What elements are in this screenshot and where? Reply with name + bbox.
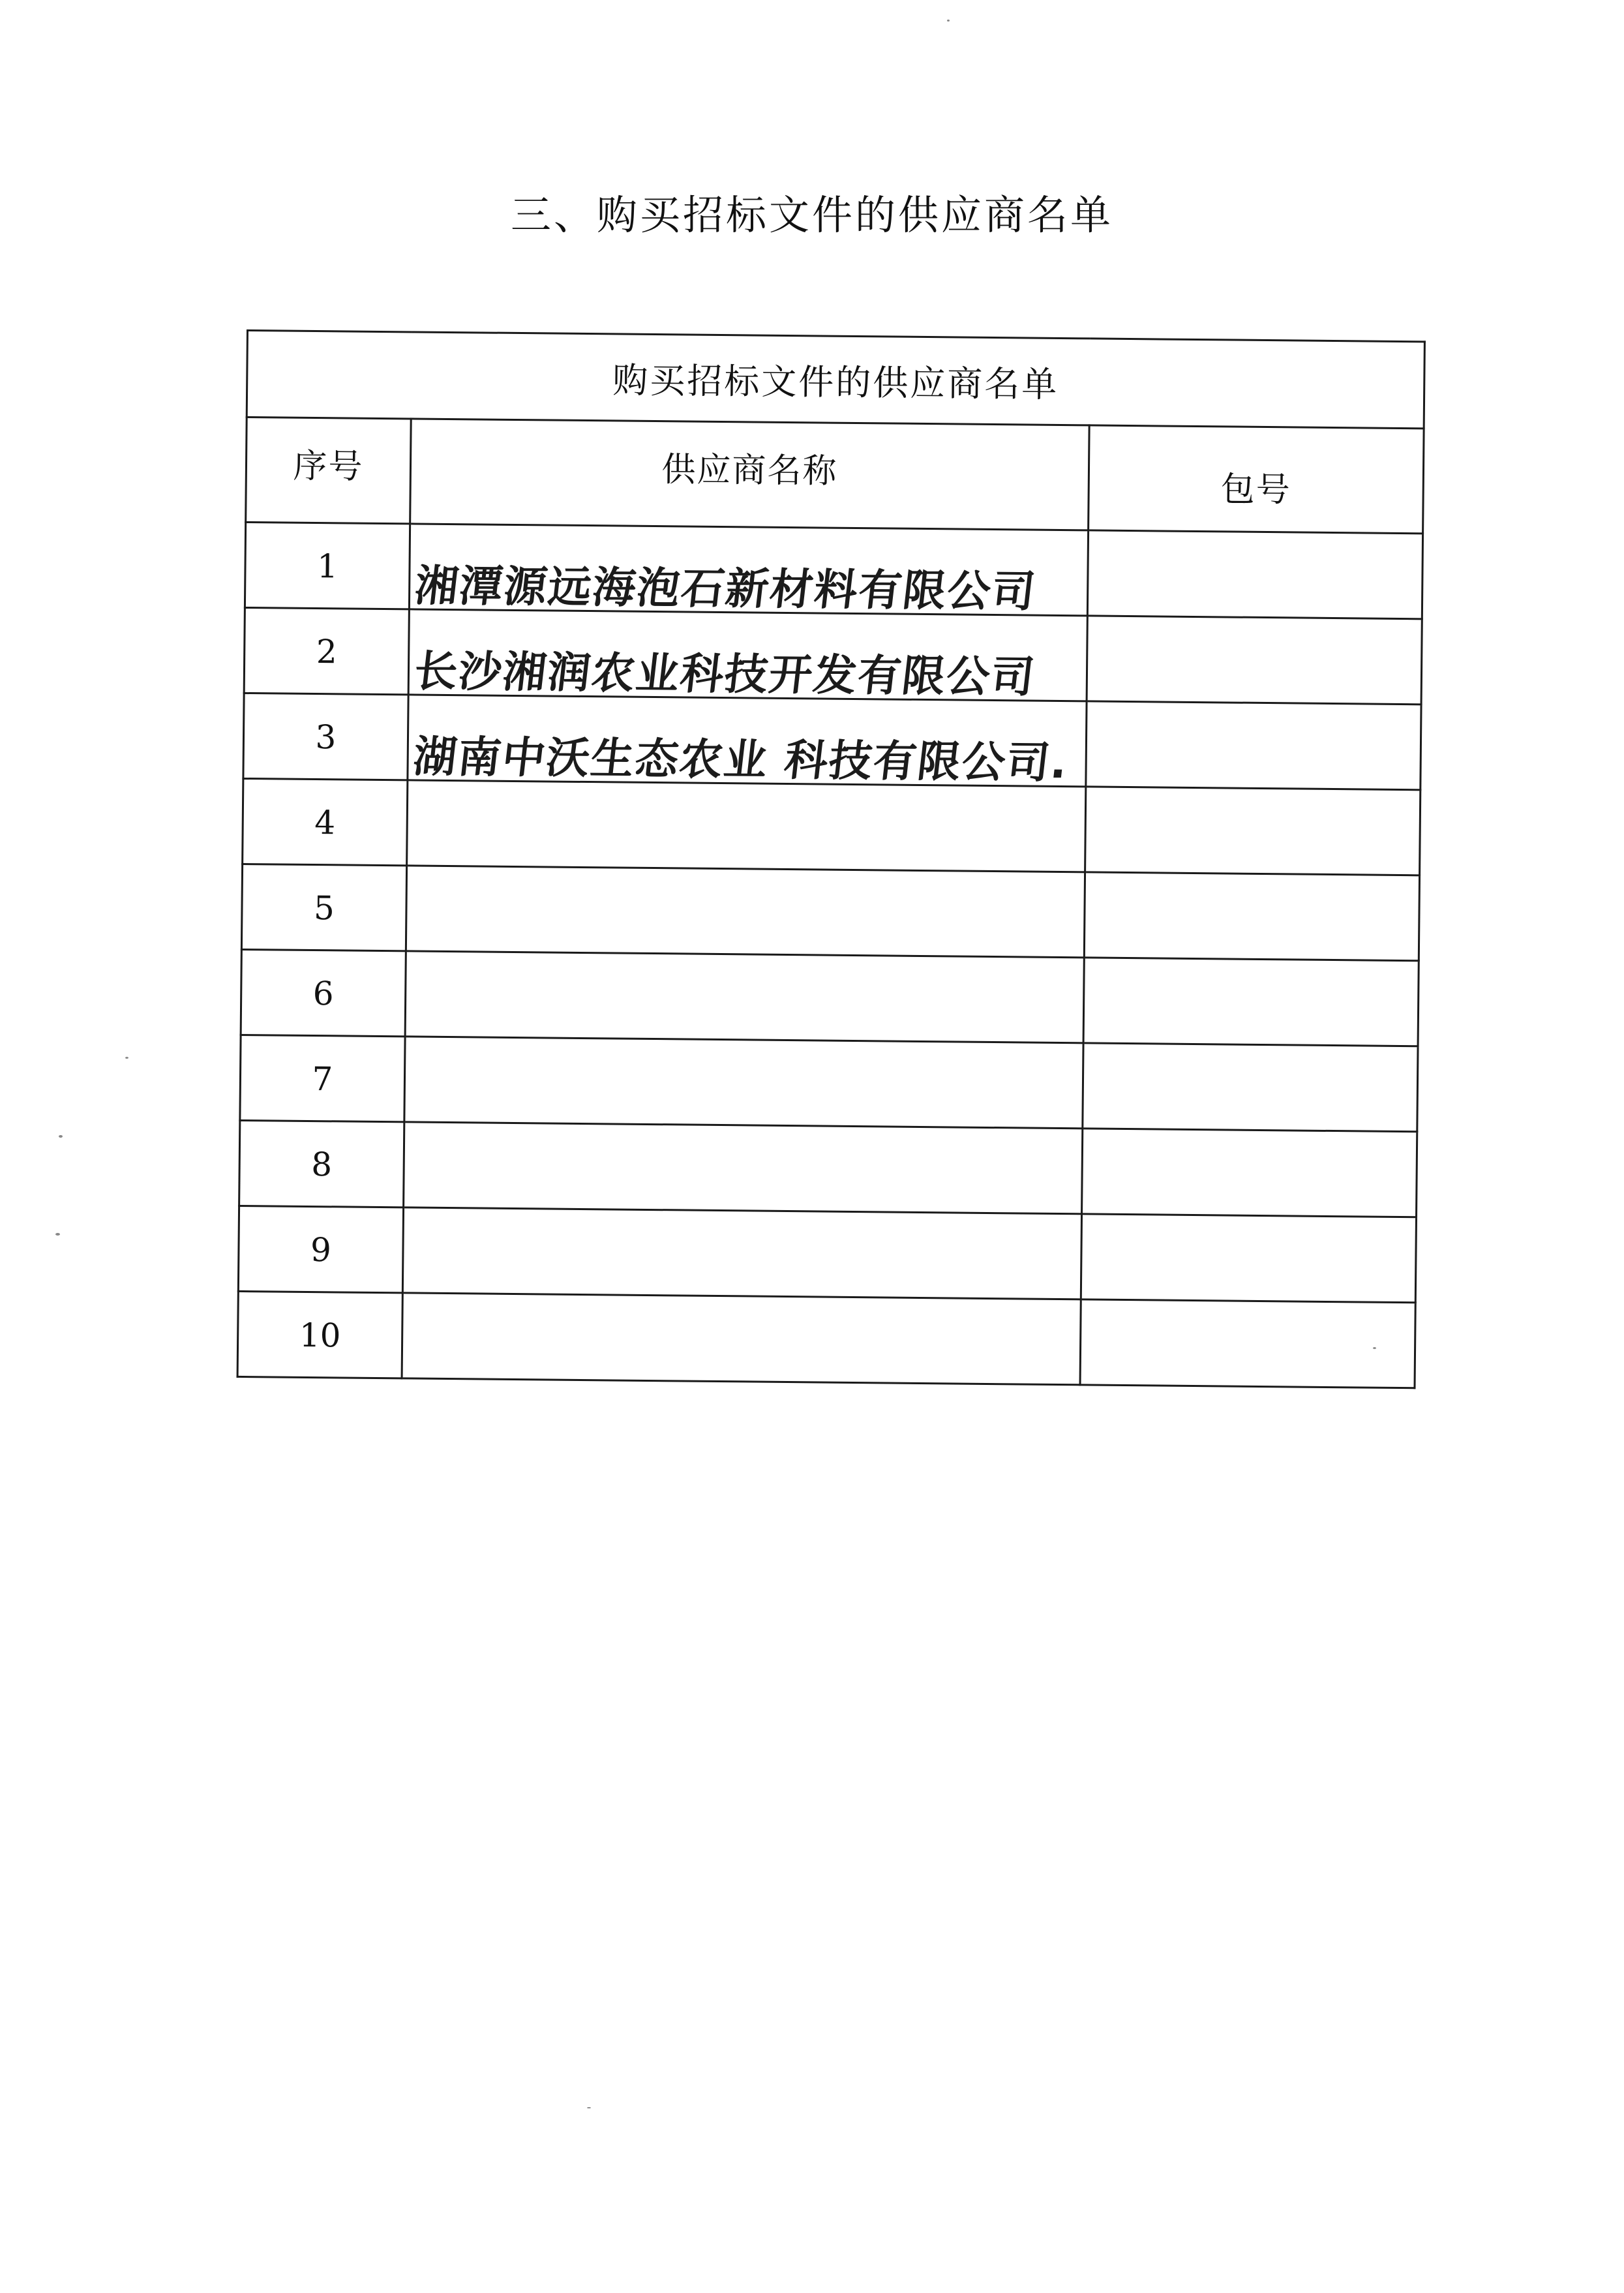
row-number: 3	[243, 693, 408, 780]
supplier-name-cell	[408, 609, 1087, 701]
scan-speck	[1373, 1347, 1376, 1349]
table-title-row	[247, 331, 1424, 429]
table-row	[243, 778, 1421, 875]
package-cell	[1083, 958, 1419, 1046]
table-row	[243, 693, 1421, 789]
header-supplier: 供应商名称	[410, 419, 1089, 530]
table-body	[237, 523, 1422, 1388]
scan-speck	[947, 20, 950, 22]
table-row	[245, 523, 1422, 619]
package-cell	[1081, 1214, 1416, 1303]
supplier-table	[237, 329, 1426, 1389]
table-row	[241, 949, 1419, 1046]
table-row	[241, 864, 1419, 960]
row-number: 7	[240, 1035, 405, 1121]
package-cell	[1086, 701, 1421, 790]
row-number: 5	[241, 864, 406, 950]
table-row	[238, 1206, 1416, 1302]
supplier-name-cell	[407, 780, 1086, 872]
supplier-name-cell	[406, 866, 1085, 958]
row-number: 4	[243, 778, 408, 865]
header-package: 包号	[1089, 425, 1424, 534]
supplier-name: 湘潭源远海泡石新材料有限公司	[412, 560, 1039, 617]
package-cell	[1087, 616, 1422, 705]
package-cell	[1084, 872, 1419, 961]
supplier-name: 湖南中沃生态农业 科技有限公司.	[410, 731, 1072, 789]
row-number: 10	[237, 1291, 402, 1378]
table-row	[240, 1035, 1418, 1131]
supplier-name-cell	[405, 951, 1084, 1043]
page-heading: 三、购买招标文件的供应商名单	[510, 191, 1113, 239]
table-header-row	[246, 418, 1424, 534]
table-title: 购买招标文件的供应商名单	[247, 331, 1424, 429]
scan-speck	[55, 1233, 60, 1236]
table-row	[244, 607, 1422, 704]
supplier-name-cell	[409, 524, 1088, 616]
row-number: 8	[239, 1120, 404, 1207]
scan-speck	[125, 1057, 128, 1059]
row-number: 6	[241, 949, 406, 1036]
table-row	[239, 1120, 1417, 1217]
row-number: 9	[238, 1206, 403, 1292]
supplier-name-cell	[402, 1207, 1081, 1299]
package-cell	[1082, 1129, 1417, 1217]
package-cell	[1083, 1043, 1418, 1132]
supplier-name-cell	[408, 695, 1087, 787]
table-row	[237, 1291, 1415, 1388]
supplier-name-cell	[404, 1037, 1083, 1129]
package-cell	[1087, 530, 1422, 619]
row-number: 2	[244, 607, 409, 694]
supplier-name: 长沙湘润农业科技开发有限公司	[411, 646, 1038, 703]
header-number: 序号	[246, 418, 412, 524]
supplier-name-cell	[402, 1293, 1081, 1385]
scan-speck	[587, 2107, 591, 2108]
package-cell	[1085, 787, 1421, 875]
supplier-name-cell	[404, 1122, 1083, 1214]
package-cell	[1080, 1299, 1415, 1388]
scan-speck	[59, 1135, 63, 1138]
row-number: 1	[245, 523, 410, 609]
